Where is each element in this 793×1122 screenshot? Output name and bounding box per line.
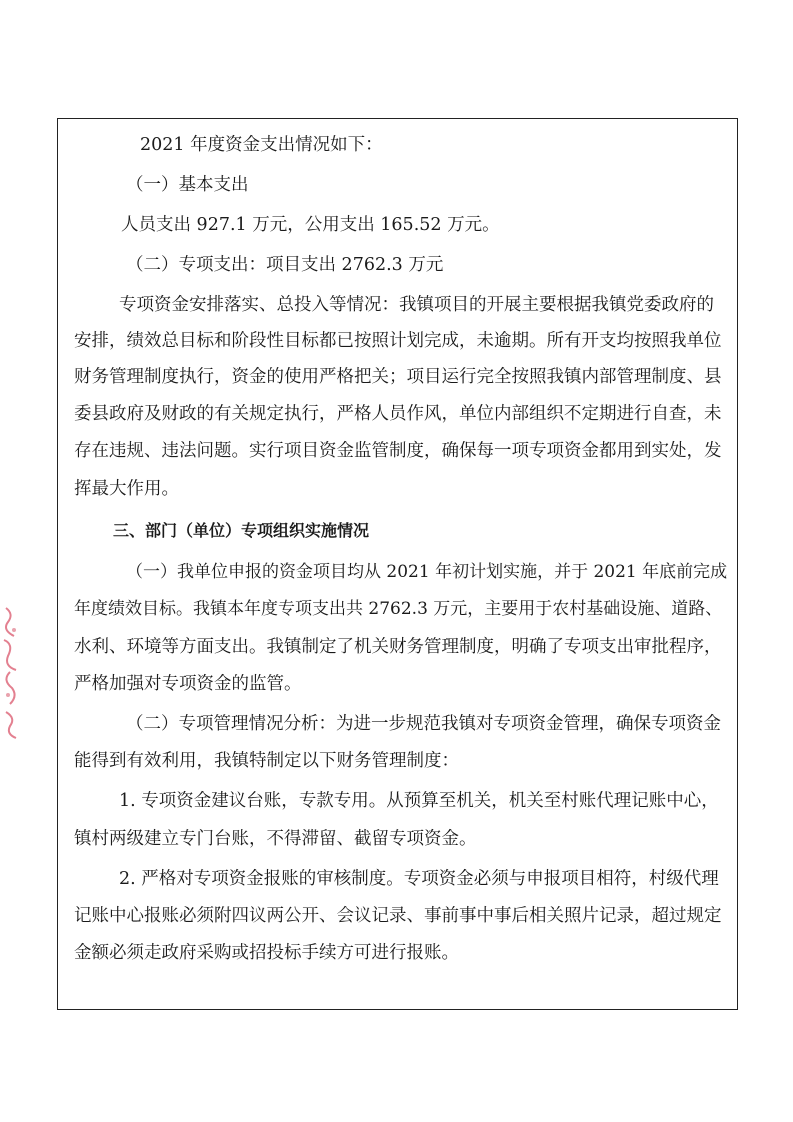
list-item: 2. 严格对专项资金报账的审核制度。专项资金必须与申报项目相符，村级代理: [119, 869, 719, 889]
seal-edge-mark: [0, 600, 24, 750]
document-frame: [57, 118, 738, 1010]
text-line: 年度绩效目标。我镇本年度专项支出共 2762.3 万元，主要用于农村基础设施、道路、: [74, 599, 723, 619]
section-heading: （二）专项支出：项目支出 2762.3 万元: [126, 255, 444, 275]
text-line: 能得到有效利用，我镇特制定以下财务管理制度：: [74, 751, 459, 771]
text-line: 严格加强对专项资金的监管。: [74, 674, 302, 694]
text-line: 安排，绩效总目标和阶段性目标都已按照计划完成，未逾期。所有开支均按照我单位: [74, 331, 722, 351]
section-heading: 三、部门（单位）专项组织实施情况: [113, 521, 370, 540]
text-line: 委县政府及财政的有关规定执行，严格人员作风，单位内部组织不定期进行自查，未: [74, 404, 722, 424]
text-line: 水利、环境等方面支出。我镇制定了机关财务管理制度，明确了专项支出审批程序，: [74, 637, 722, 657]
text-line: 镇村两级建立专门台账，不得滞留、截留专项资金。: [74, 829, 477, 849]
text-line: （二）专项管理情况分析：为进一步规范我镇对专项资金管理，确保专项资金: [126, 714, 721, 734]
text-line: 记账中心报账必须附四议两公开、会议记录、事前事中事后相关照片记录，超过规定: [74, 906, 722, 926]
text-line: 财务管理制度执行，资金的使用严格把关；项目运行完全按照我镇内部管理制度、县: [74, 367, 722, 387]
text-line: 2021 年度资金支出情况如下：: [140, 135, 383, 155]
text-line: 人员支出 927.1 万元，公用支出 165.52 万元。: [121, 215, 500, 235]
text-line: 挥最大作用。: [74, 479, 179, 499]
text-line: 金额必须走政府采购或招投标手续方可进行报账。: [74, 943, 459, 963]
text-line: （一）我单位申报的资金项目均从 2021 年初计划实施，并于 2021 年底前完成: [126, 562, 728, 582]
section-heading: （一）基本支出: [126, 175, 249, 195]
text-line: 专项资金安排落实、总投入等情况：我镇项目的开展主要根据我镇党委政府的: [119, 295, 714, 315]
text-line: 存在违规、违法问题。实行项目资金监管制度，确保每一项专项资金都用到实处，发: [74, 441, 722, 461]
list-item: 1. 专项资金建议台账，专款专用。从预算至机关，机关至村账代理记账中心，: [119, 791, 719, 811]
